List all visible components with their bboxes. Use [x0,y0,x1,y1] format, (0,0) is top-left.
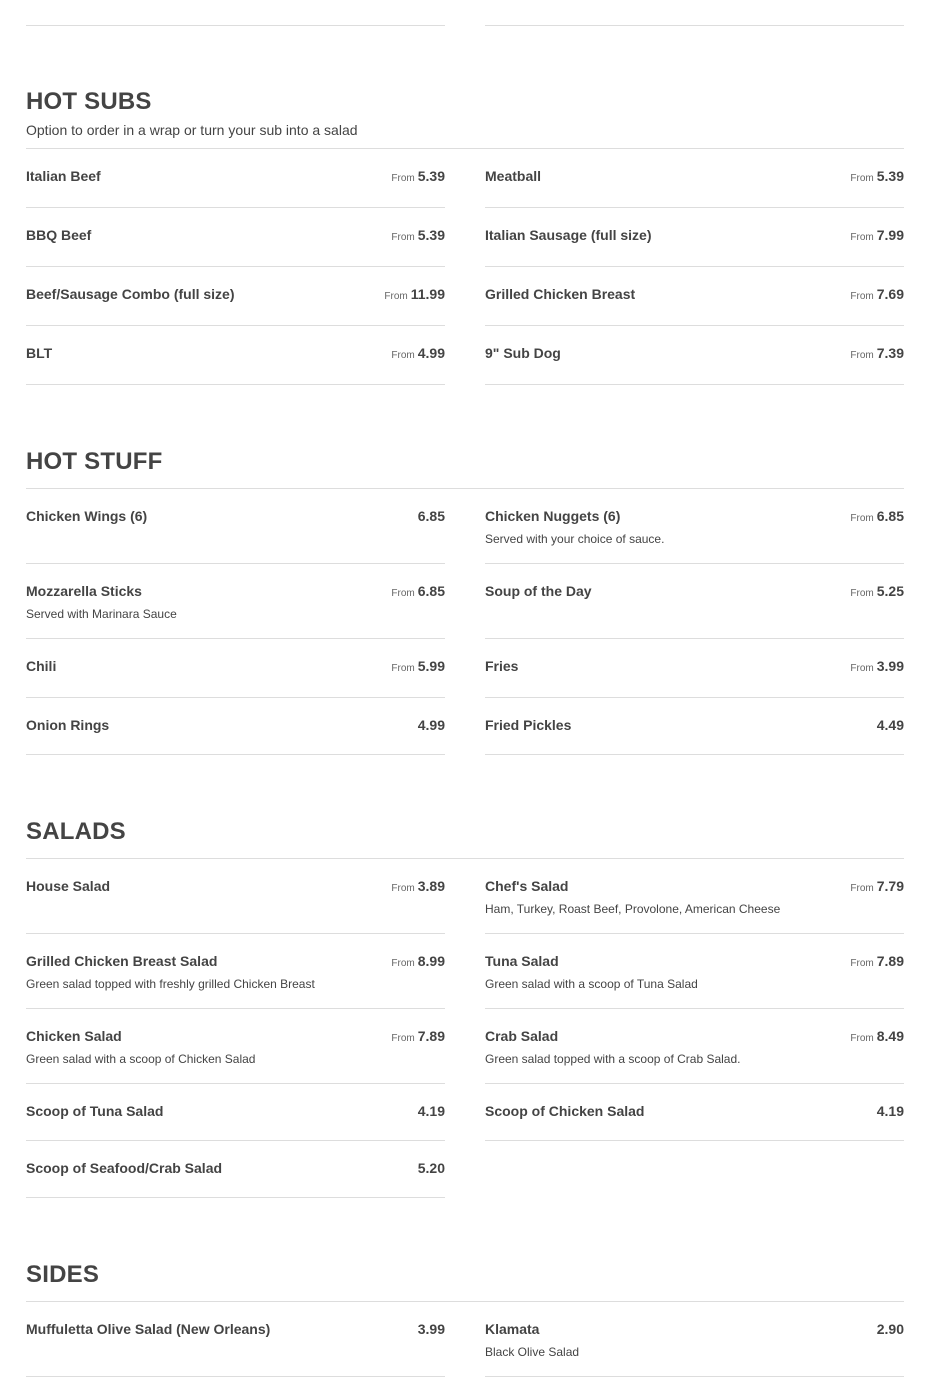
menu-item-name: Klamata [485,1321,540,1337]
price-value: 2.90 [876,1321,904,1337]
price-from-label: From [391,232,415,243]
menu-item-name: Grilled Chicken Breast [485,286,636,302]
price-from-label: From [391,958,415,969]
menu-item[interactable] [26,1141,445,1198]
price-value: 5.39 [876,168,904,184]
menu-item-name: Mozzarella Sticks [26,583,142,599]
menu-item-name: Crab Salad [485,1028,559,1044]
menu-item-description: Served with Marinara Sauce [26,607,177,621]
menu-item-name: BBQ Beef [26,227,92,243]
menu-item[interactable] [485,489,904,564]
previous-section-tail [26,0,904,26]
menu-item[interactable] [26,1302,445,1377]
menu-item-name: Scoop of Chicken Salad [485,1103,645,1119]
price-from-label: From [850,663,874,674]
price-from-label: From [850,232,874,243]
price-value: 4.49 [876,717,904,733]
menu-section [26,88,904,361]
menu-item[interactable] [485,326,904,385]
menu-item[interactable] [485,1009,904,1084]
price-value: 3.99 [876,658,904,674]
price-from-label: From [850,291,874,302]
menu-item[interactable] [26,267,445,326]
price-from-label: From [850,350,874,361]
menu-item-name: Fries [485,658,519,674]
menu-item[interactable] [26,149,445,208]
menu-item-description: Green salad topped with a scoop of Crab Salad. [485,1052,741,1066]
menu-item[interactable] [26,564,445,639]
section-title: HOT STUFF [26,448,163,475]
price-from-label: From [391,883,415,894]
price-value: 6.85 [876,508,904,524]
section-title: HOT SUBS [26,88,152,115]
menu-item-price [391,1027,445,1048]
price-value: 4.99 [417,717,445,733]
menu-item-name: Onion Rings [26,717,110,733]
menu-item-description: Green salad with a scoop of Tuna Salad [485,977,698,991]
price-from-label: From [850,513,874,524]
menu-item[interactable] [26,326,445,385]
price-from-label: From [391,663,415,674]
menu-section [26,818,904,1176]
price-value: 6.85 [417,583,445,599]
menu-item-cut-off[interactable] [485,0,904,26]
menu-item-price [391,226,445,247]
price-from-label: From [850,173,874,184]
menu-item[interactable] [26,859,445,934]
menu-item-name: House Salad [26,878,111,894]
menu-item-description: Green salad topped with freshly grilled Chicken Breast [26,977,315,991]
section-title: SIDES [26,1261,100,1288]
menu-item-price [391,167,445,188]
price-value: 7.89 [876,953,904,969]
menu-item[interactable] [485,859,904,934]
menu-item-name: Chef's Salad [485,878,569,894]
price-value: 5.99 [417,658,445,674]
menu-item[interactable] [485,1084,904,1141]
price-value: 4.19 [876,1103,904,1119]
menu-item[interactable] [26,639,445,698]
price-from-label: From [384,291,408,302]
menu-item[interactable] [485,149,904,208]
menu-section [26,448,904,733]
menu-item[interactable] [485,564,904,639]
menu-item[interactable] [26,489,445,564]
menu-item-price [850,1027,904,1048]
menu-item-price [391,657,445,678]
menu-item[interactable] [485,698,904,755]
menu-item-name: Soup of the Day [485,583,592,599]
menu-item-price [384,285,445,306]
menu-item[interactable] [26,698,445,755]
menu-item-price [850,657,904,678]
price-value: 3.89 [417,878,445,894]
menu-item-description: Black Olive Salad [485,1345,580,1359]
menu-item-price [418,1102,445,1120]
menu-item-price [391,877,445,898]
menu-item[interactable] [26,934,445,1009]
price-value: 11.99 [410,286,445,302]
menu-item-price [850,167,904,188]
menu-item[interactable] [485,267,904,326]
menu-item-price [850,507,904,528]
price-value: 8.99 [417,953,445,969]
price-value: 4.19 [417,1103,445,1119]
menu-item[interactable] [485,1302,904,1377]
price-value: 7.79 [876,878,904,894]
menu-item-name: Chili [26,658,57,674]
menu-item-description: Served with your choice of sauce. [485,532,665,546]
menu-item-price [850,285,904,306]
menu-item-name: Fried Pickles [485,717,572,733]
menu-item-description: Green salad with a scoop of Chicken Salad [26,1052,256,1066]
menu-item[interactable] [485,208,904,267]
menu-item-price [850,877,904,898]
price-from-label: From [391,588,415,599]
price-value: 7.69 [876,286,904,302]
menu-item-price [850,582,904,603]
menu-item-name: Italian Beef [26,168,101,184]
menu-item-price [877,1320,904,1338]
price-value: 5.39 [417,227,445,243]
menu-item-price [391,952,445,973]
price-from-label: From [850,958,874,969]
menu-section [26,1261,904,1359]
price-from-label: From [391,1033,415,1044]
price-value: 5.20 [417,1160,445,1176]
menu-item-name: Scoop of Tuna Salad [26,1103,164,1119]
menu-item-name: Scoop of Seafood/Crab Salad [26,1160,223,1176]
menu-item-name: Chicken Salad [26,1028,122,1044]
price-value: 5.39 [417,168,445,184]
menu-item-price [850,226,904,247]
menu-item-name: 9" Sub Dog [485,345,561,361]
menu-item-name: Grilled Chicken Breast Salad [26,953,218,969]
menu-item-price [850,344,904,365]
menu-item-price [877,1102,904,1120]
price-from-label: From [850,1033,874,1044]
menu-item[interactable] [26,1009,445,1084]
menu-item[interactable] [26,208,445,267]
menu-item-name: Chicken Wings (6) [26,508,148,524]
price-from-label: From [391,173,415,184]
price-value: 3.99 [417,1321,445,1337]
menu-item-name: Meatball [485,168,542,184]
menu-item-price [877,716,904,734]
menu-item-name: Beef/Sausage Combo (full size) [26,286,235,302]
menu-item[interactable] [485,934,904,1009]
menu-item-name: Chicken Nuggets (6) [485,508,621,524]
section-title: SALADS [26,818,126,845]
menu-item-cut-off[interactable] [26,0,445,26]
menu-item-price [418,507,445,525]
price-value: 7.89 [417,1028,445,1044]
menu-item-name: Tuna Salad [485,953,559,969]
price-value: 8.49 [876,1028,904,1044]
menu-item-name: BLT [26,345,53,361]
price-from-label: From [850,588,874,599]
price-value: 7.99 [876,227,904,243]
menu-item-description: Ham, Turkey, Roast Beef, Provolone, American Cheese [485,902,781,916]
price-value: 4.99 [417,345,445,361]
price-value: 6.85 [417,508,445,524]
menu-item-price [418,716,445,734]
menu-item-price [418,1159,445,1177]
menu-item-price [850,952,904,973]
menu-item-price [391,344,445,365]
price-value: 5.25 [876,583,904,599]
menu-item[interactable] [26,1084,445,1141]
price-from-label: From [391,350,415,361]
section-subtitle: Option to order in a wrap or turn your sub into a salad [26,122,358,138]
menu-item-price [418,1320,445,1338]
price-from-label: From [850,883,874,894]
menu-item-name: Italian Sausage (full size) [485,227,652,243]
menu-item[interactable] [485,639,904,698]
menu-item-name: Muffuletta Olive Salad (New Orleans) [26,1321,271,1337]
price-value: 7.39 [876,345,904,361]
menu-item-price [391,582,445,603]
